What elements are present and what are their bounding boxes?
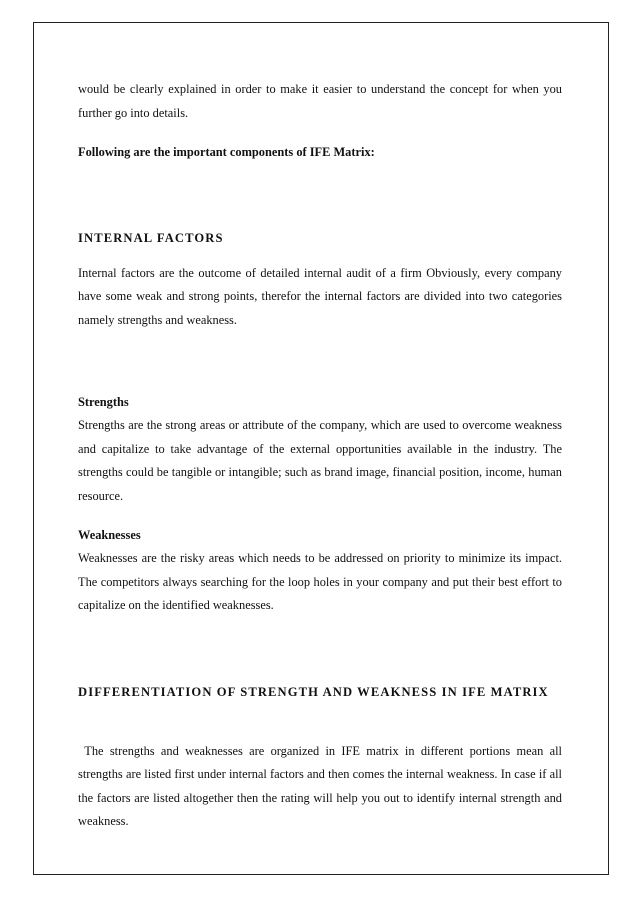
document-body (78, 78, 566, 834)
internal-factors-heading: INTERNAL FACTORS (78, 230, 224, 245)
weaknesses-heading: Weaknesses (78, 528, 141, 542)
components-lead: Following are the important components of IFE Matrix: (78, 145, 375, 159)
internal-factors-paragraph: Internal factors are the outcome of detailed internal audit of a firm Obviously, every company have some weak and strong points, therefor the internal factors are divided into two categories namely strengths and weakness. (78, 265, 562, 327)
intro-paragraph: would be clearly explained in order to make it easier to understand the concept for when you further go into details. (78, 82, 562, 120)
differentiation-heading: DIFFERENTIATION OF STRENGTH AND WEAKNESS IN IFE MATRIX (78, 684, 549, 699)
strengths-paragraph: Strengths are the strong areas or attribute of the company, which are used to overcome weakness and capitalize to take advantage of the external opportunities available in the industry. The strengths could be tangible or intangible; such as brand image, financial position, income, human resource. (78, 418, 562, 503)
differentiation-paragraph: The strengths and weaknesses are organized in IFE matrix in different portions mean all strengths are listed first under internal factors and then comes the internal weakness. In case if all the factors are listed altogether then the rating will help you out to identify internal strength and weakness. (78, 743, 566, 828)
strengths-heading: Strengths (78, 395, 129, 409)
weaknesses-paragraph: Weaknesses are the risky areas which needs to be addressed on priority to minimize its impact. The competitors always searching for the loop holes in your company and put their best effort to capitalize on the identified weaknesses. (78, 551, 562, 612)
